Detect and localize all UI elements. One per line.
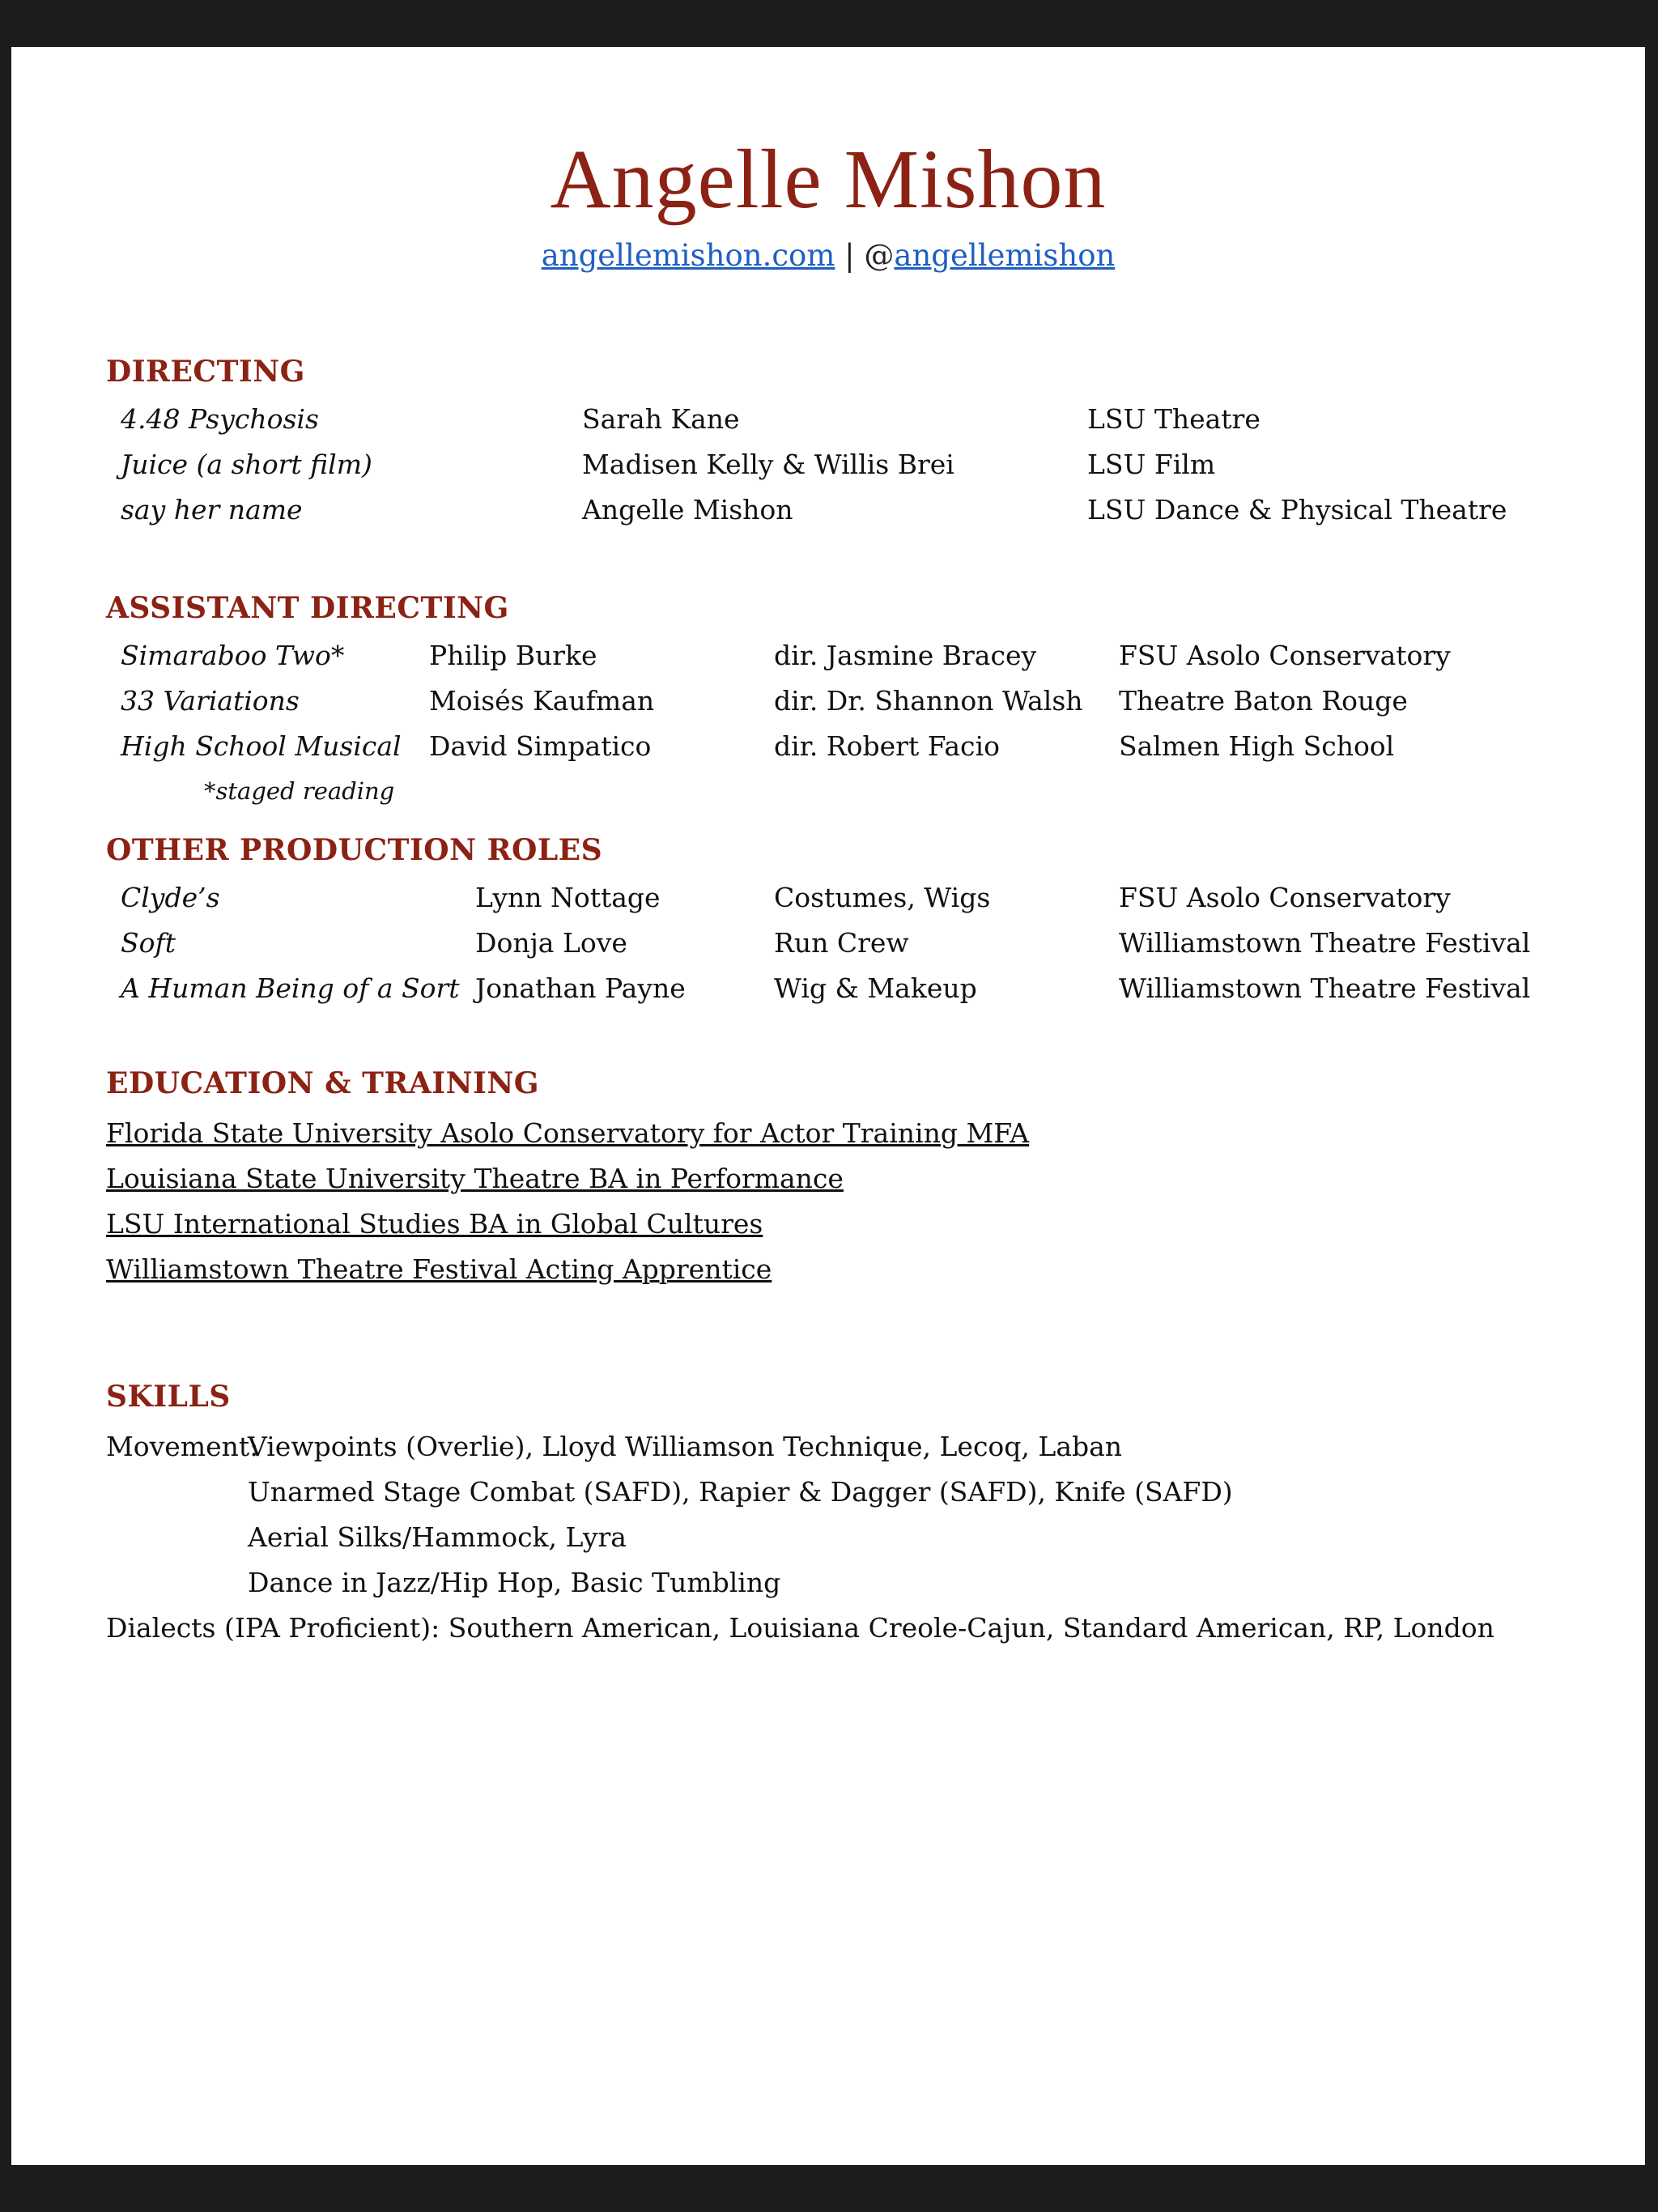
venue: LSU Theatre	[1087, 403, 1261, 435]
table-row	[11, 972, 1645, 1020]
website-link[interactable]: angellemishon.com	[541, 238, 835, 273]
production-title: High School Musical	[121, 730, 402, 762]
contact-separator: | @	[835, 238, 895, 273]
table-row	[11, 642, 1645, 687]
venue: LSU Dance & Physical Theatre	[1087, 494, 1507, 525]
table-row	[11, 687, 1645, 733]
role: Costumes, Wigs	[774, 882, 991, 913]
playwright: Angelle Mishon	[582, 494, 793, 525]
dialects-line: Dialects (IPA Proficient): Southern American, Louisiana Creole-Cajun, Standard American, RP, London	[106, 1612, 1494, 1644]
venue: LSU Film	[1087, 449, 1216, 480]
playwright: Lynn Nottage	[475, 882, 661, 913]
section-heading-assistant-directing: ASSISTANT DIRECTING	[106, 591, 509, 625]
playwright: Donja Love	[475, 927, 627, 959]
table-row	[11, 884, 1645, 929]
education-item: Williamstown Theatre Festival Acting Apprentice	[106, 1253, 772, 1285]
table-row	[11, 496, 1645, 542]
production-title: Clyde’s	[121, 882, 220, 913]
movement-skill: Unarmed Stage Combat (SAFD), Rapier & Dagger (SAFD), Knife (SAFD)	[248, 1476, 1233, 1508]
playwright: Sarah Kane	[582, 403, 740, 435]
director: dir. Robert Facio	[774, 730, 1000, 762]
playwright: Moisés Kaufman	[429, 685, 655, 717]
table-row	[11, 403, 1645, 451]
playwright: David Simpatico	[429, 730, 652, 762]
production-title: Soft	[121, 927, 176, 959]
education-item: Louisiana State University Theatre BA in Performance	[106, 1163, 844, 1194]
role: Wig & Makeup	[774, 972, 977, 1004]
venue: Williamstown Theatre Festival	[1119, 927, 1531, 959]
section-heading-directing: DIRECTING	[106, 355, 305, 389]
playwright: Jonathan Payne	[475, 972, 686, 1004]
education-item: Florida State University Asolo Conservatory for Actor Training MFA	[106, 1117, 1030, 1149]
venue: FSU Asolo Conservatory	[1119, 882, 1451, 913]
section-heading-other-production-roles: OTHER PRODUCTION ROLES	[106, 833, 603, 867]
footnote: *staged reading	[204, 777, 395, 805]
playwright: Philip Burke	[429, 640, 597, 671]
role: Run Crew	[774, 927, 909, 959]
section-heading-skills: SKILLS	[106, 1380, 231, 1414]
resume-page	[11, 47, 1645, 2165]
director: dir. Jasmine Bracey	[774, 640, 1037, 671]
social-handle-link[interactable]: angellemishon	[894, 238, 1116, 273]
movement-skill: Dance in Jazz/Hip Hop, Basic Tumbling	[248, 1567, 781, 1598]
production-title: A Human Being of a Sort	[121, 972, 460, 1004]
movement-skill: Viewpoints (Overlie), Lloyd Williamson Technique, Lecoq, Laban	[248, 1431, 1123, 1462]
movement-label: Movement:	[106, 1431, 259, 1462]
education-item: LSU International Studies BA in Global Cultures	[106, 1208, 763, 1240]
section-heading-education: EDUCATION & TRAINING	[106, 1066, 540, 1100]
production-title: Simaraboo Two*	[121, 640, 345, 671]
table-row	[11, 451, 1645, 496]
production-title: say her name	[121, 494, 303, 525]
movement-skill: Aerial Silks/Hammock, Lyra	[248, 1521, 627, 1553]
contact-line	[11, 238, 1645, 274]
production-title: Juice (a short film)	[121, 449, 372, 480]
venue: Salmen High School	[1119, 730, 1395, 762]
production-title: 33 Variations	[121, 685, 300, 717]
playwright: Madisen Kelly & Willis Brei	[582, 449, 954, 480]
resume-header	[11, 133, 1645, 274]
resume-name: Angelle Mishon	[550, 133, 1107, 226]
venue: FSU Asolo Conservatory	[1119, 640, 1451, 671]
production-title: 4.48 Psychosis	[121, 403, 319, 435]
venue: Williamstown Theatre Festival	[1119, 972, 1531, 1004]
table-row	[11, 730, 1645, 778]
venue: Theatre Baton Rouge	[1119, 685, 1408, 717]
table-row	[11, 929, 1645, 975]
director: dir. Dr. Shannon Walsh	[774, 685, 1083, 717]
